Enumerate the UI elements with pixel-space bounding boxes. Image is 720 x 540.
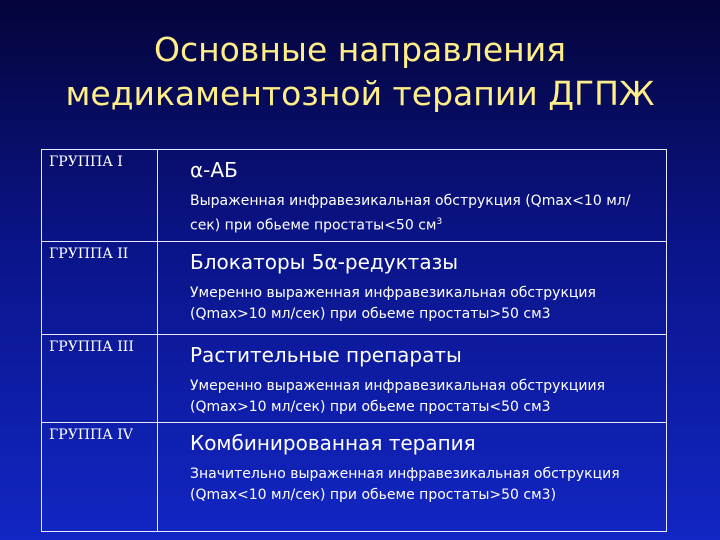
group-content-cell (158, 423, 667, 532)
group-description: Значительно выраженная инфравезикальная обструкция (Qmax<10 мл/сек) при обьеме простаты>50 см3) (190, 466, 620, 503)
group-heading: α-АБ (190, 158, 238, 182)
group-name-cell (42, 335, 158, 423)
group-name-cell (42, 242, 158, 335)
group-content-cell (158, 335, 667, 423)
superscript-three: 3 (436, 217, 443, 227)
therapy-groups-table (41, 149, 667, 532)
table-row (42, 423, 667, 532)
group-name: ГРУППА IV (49, 427, 133, 443)
group-content-cell (158, 150, 667, 242)
slide-title (0, 28, 720, 116)
group-heading: Растительные препараты (190, 343, 462, 367)
group-name-cell (42, 423, 158, 532)
slide-title-line-2: медикаментозной терапии ДГПЖ (65, 74, 655, 113)
table-row (42, 150, 667, 242)
group-heading: Блокаторы 5α-редуктазы (190, 250, 459, 274)
table-row (42, 335, 667, 423)
group-description (190, 191, 660, 237)
group-heading: Комбинированная терапия (190, 431, 476, 455)
group-content-cell (158, 242, 667, 335)
group-description: Умеренно выраженная инфравезикальная обструкция (Qmax>10 мл/сек) при обьеме простаты>50 см3 (190, 285, 596, 322)
slide-title-line-1: Основные направления (153, 30, 567, 69)
group-description: Умеренно выраженная инфравезикальная обструкциия (Qmax>10 мл/сек) при обьеме простаты<50 см3 (190, 378, 606, 415)
group-name: ГРУППА III (49, 339, 134, 355)
group-description-text: Выраженная инфравезикальная обструкция (Qmax<10 мл/сек) при обьеме простаты<50 см (190, 193, 631, 234)
table-row (42, 242, 667, 335)
group-name-cell (42, 150, 158, 242)
group-name: ГРУППА I (49, 154, 123, 170)
group-name: ГРУППА II (49, 246, 129, 262)
